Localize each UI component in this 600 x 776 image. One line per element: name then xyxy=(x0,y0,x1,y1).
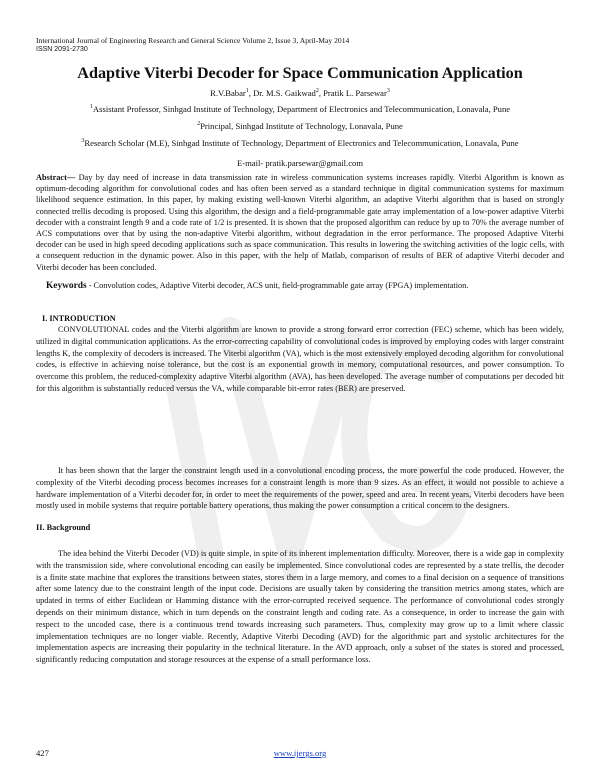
section-heading-background: II. Background xyxy=(36,523,91,532)
paragraph: CONVOLUTIONAL codes and the Viterbi algorithm are known to provide a strong forward error correction (FEC) scheme, which has been widely, utilized in digital communication applications. As the error-correcting capability of convolutional codes is improved by employing codes with larger constraint lengths K, the complexity of decoders is increased. The Viterbi algorithm (VA), which is the most extensively employed decoding algorithm for convolutional codes, is effective in achieving noise tolerance, but the cost is an exponential growth in memory, computational resources, and power consumption. To overcome this problem, the reduced-complexity adaptive Viterbi algorithm (AVA), has been developed. The average number of computations per decoded bit for this algorithm is substantially reduced versus the VA, while comparable bit-error rates (BER) are preserved. xyxy=(36,325,564,393)
keywords-text: - Convolution codes, Adaptive Viterbi decoder, ACS unit, field-programmable gate array (FPGA) implementation. xyxy=(86,281,469,290)
abstract xyxy=(36,172,564,273)
journal-info: International Journal of Engineering Research and General Science Volume 2, Issue 3, April-May 2014 xyxy=(36,36,350,45)
affiliation-3 xyxy=(20,138,580,148)
affiliation-2 xyxy=(20,121,580,131)
abstract-text: Day by day need of increase in data transmission rate in wireless communication systems increases rapidly. Viterbi Algorithm is known as optimum-decoding algorithm for convolutional codes and has often been served as a standard technique in digital communication systems for maximum likelihood sequence estimation. In this paper, by making existing well-known Viterbi algorithm, an adaptive Viterbi algorithm that is based on strongly connected trellis decoding is proposed. Using this algorithm, the design and a field-programmable gate array implementation of a low-power adaptive Viterbi decoder with a constraint length 9 and a code rate of 1/2 is presented. It is shown that the proposed algorithm can reduce by up to 70% the average number of ACS computations over that by using the non-adaptive Viterbi algorithm, without degradation in the error performance. The proposed Adaptive Viterbi decoder can be used in high speed decoding applications such as space communication. This results in lowering the switching activities of the logic cells, with a consequent reduction in the dynamic power. Also in this paper, with the help of Matlab, comparison of results of BER of adaptive Viterbi decoder and Viterbi decoder has been concluded. xyxy=(36,173,564,272)
journal-header xyxy=(36,36,349,54)
affiliation-1 xyxy=(20,104,580,114)
paper-title: Adaptive Viterbi Decoder for Space Communication Application xyxy=(77,64,523,82)
affiliation-3-text: Research Scholar (M.E), Sinhgad Institute of Technology, Department of Electronics and Telecommunication, Lonavala, Pune xyxy=(84,138,519,148)
journal-website-link[interactable]: www.ijergs.org xyxy=(273,748,327,758)
affiliation-1-sup: 1 xyxy=(89,104,93,111)
author-list xyxy=(20,88,580,98)
abstract-label: Abstract— xyxy=(36,173,76,182)
author-1-sup: 1 xyxy=(245,88,249,95)
author-2-sup: 2 xyxy=(315,88,319,95)
keywords-label: Keywords xyxy=(46,281,87,291)
affiliation-2-sup: 2 xyxy=(197,121,201,128)
author-3-sup: 3 xyxy=(386,88,390,95)
author-2: , Dr. M.S. Gaikwad xyxy=(248,88,316,98)
paragraph: It has been shown that the larger the constraint length used in a convolutional encoding process, the more powerful the code produced. However, the complexity of the Viterbi decoding process becomes increases for a constraint length is more than 9 sizes. As an effect, it would not possible to achieve a hardware implementation of a Viterbi decoder for, in order to meet the requirements of the power, speed and area. In recent years, Viterbi decoders have been mostly used in mobile systems that require portable battery operations, thus making the power consumption a critical concern to the designers. xyxy=(36,466,564,511)
author-3: , Pratik L. Parsewar xyxy=(318,88,387,98)
author-email: E-mail- pratik.parsewar@gmail.com xyxy=(236,158,364,168)
affiliation-3-sup: 3 xyxy=(81,138,85,145)
paragraph: The idea behind the Viterbi Decoder (VD) is quite simple, in spite of its inherent implementation difficulty. Moreover, there is a wide gap in complexity with the transmission side, where convolutional encoding can easily be implemented. Since convolutional codes are represented by a state trellis, the decoder is a finite state machine that explores the transitions between states, stores them in a large memory, and comes to a final decision on a sequence of transitions after some latency due to the constraint length of the input code. Decisions are usually taken by considering the transition metrics among states, which are updated in terms of either Euclidean or Hamming distance with the error-corrupted received sequence. The performance of convolutional codes strongly depends on their minimum distance, which in turn depends on the constraint length and coding rate. As a consequence, in order to increase the gain with respect to the uncoded case, there is a continuous trend towards increasing such parameters. Thus, complexity may grow up to a limit where classic implementation techniques are no longer viable. Recently, Adaptive Viterbi Decoding (AVD) for the algorithmic part and systolic architectures for the implementation aspects are increasing their popularity in the technical literature. In the AVD approach, only a subset of the states is stored and processed, significantly reducing computation and storage resources at the expense of a small performance loss. xyxy=(36,549,564,665)
page-number: 427 xyxy=(36,748,49,758)
affiliation-2-text: Principal, Sinhgad Institute of Technology, Lonavala, Pune xyxy=(200,121,403,131)
affiliation-1-text: Assistant Professor, Sinhgad Institute of Technology, Department of Electronics and Telecommunication, Lonavala, Pune xyxy=(92,104,511,114)
issn: ISSN 2091-2730 xyxy=(36,46,88,53)
section-heading-introduction: I. INTRODUCTION xyxy=(42,314,116,323)
keywords xyxy=(46,280,566,292)
author-1: R.V.Babar xyxy=(210,88,246,98)
